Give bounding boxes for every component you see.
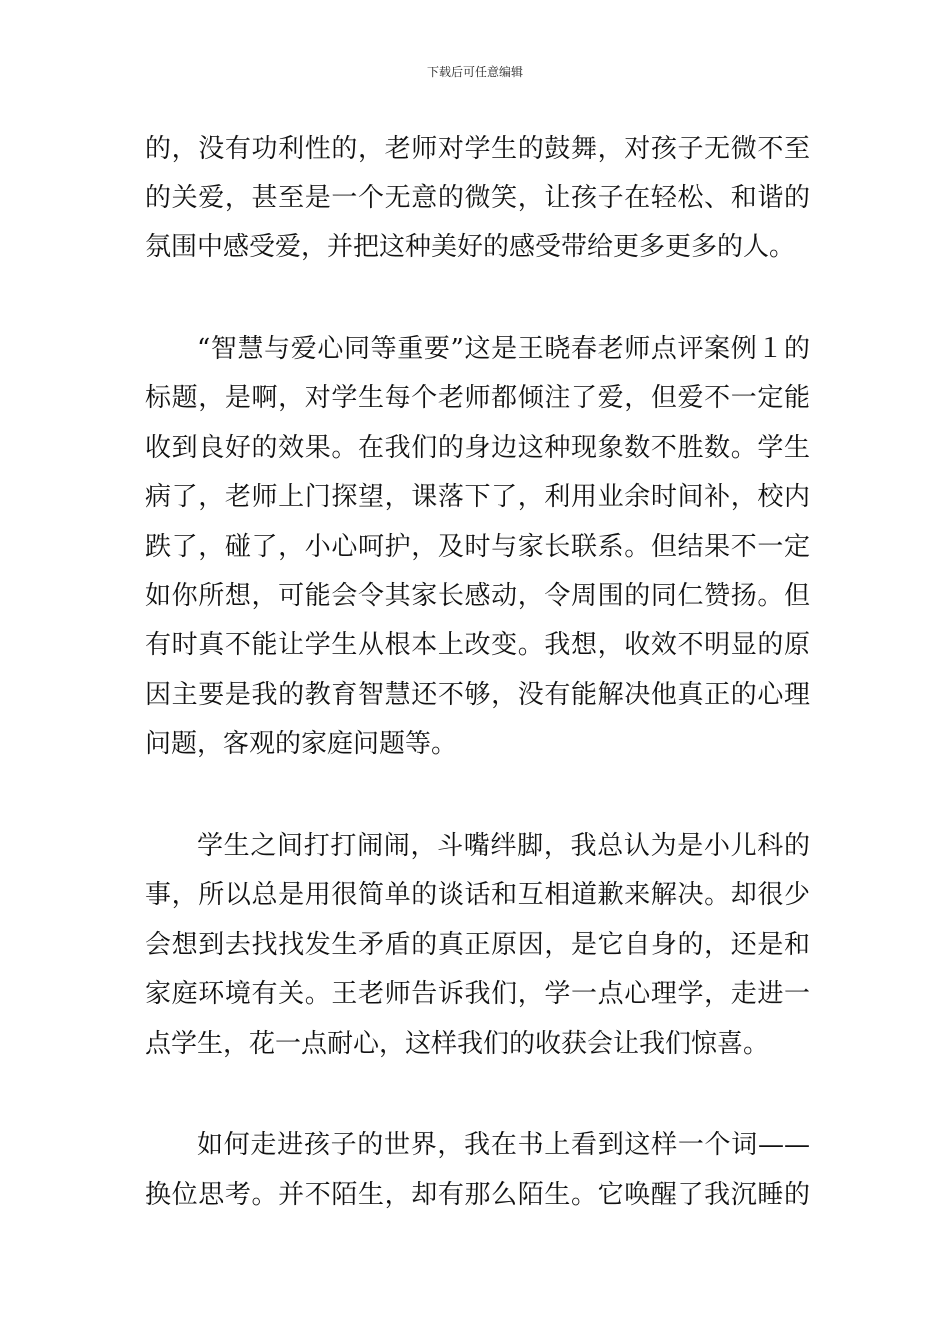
- paragraph-line: 收到良好的效果。在我们的身边这种现象数不胜数。学生: [145, 433, 810, 463]
- paragraph-line: 学生之间打打闹闹，斗嘴绊脚，我总认为是小儿科的: [197, 831, 810, 861]
- paragraph-line: 问题，客观的家庭问题等。: [145, 729, 458, 759]
- paragraph-line: 标题，是啊，对学生每个老师都倾注了爱，但爱不一定能: [145, 383, 810, 413]
- paragraph-line: 如你所想，可能会令其家长感动，令周围的同仁赞扬。但: [145, 581, 810, 611]
- paragraph-line: 氛围中感受爱，并把这种美好的感受带给更多更多的人。: [145, 232, 796, 262]
- paragraph-line: 因主要是我的教育智慧还不够，没有能解决他真正的心理: [145, 680, 810, 710]
- paragraph-line: 的，没有功利性的，老师对学生的鼓舞，对孩子无微不至: [145, 134, 810, 164]
- paragraph-line: 跌了，碰了，小心呵护，及时与家长联系。但结果不一定: [145, 532, 810, 562]
- paragraph-line: 换位思考。并不陌生，却有那么陌生。它唤醒了我沉睡的: [145, 1180, 810, 1210]
- paragraph-line: 的关爱，甚至是一个无意的微笑，让孩子在轻松、和谐的: [145, 183, 810, 213]
- paragraph-line: “智慧与爱心同等重要”这是王晓春老师点评案例１的: [197, 334, 810, 364]
- paragraph-line: 有时真不能让学生从根本上改变。我想，收效不明显的原: [145, 630, 810, 660]
- paragraph-line: 点学生，花一点耐心，这样我们的收获会让我们惊喜。: [145, 1029, 770, 1059]
- paragraph-line: 会想到去找找发生矛盾的真正原因，是它自身的，还是和: [145, 930, 810, 960]
- paragraph-line: 家庭环境有关。王老师告诉我们，学一点心理学，走进一: [145, 979, 810, 1009]
- paragraph-line: 事，所以总是用很简单的谈话和互相道歉来解决。却很少: [145, 880, 810, 910]
- paragraph-line: 病了，老师上门探望，课落下了，利用业余时间补，校内: [145, 482, 810, 512]
- page-header-note: 下载后可任意编辑: [426, 65, 523, 79]
- paragraph-line: 如何走进孩子的世界，我在书上看到这样一个词——: [197, 1130, 810, 1160]
